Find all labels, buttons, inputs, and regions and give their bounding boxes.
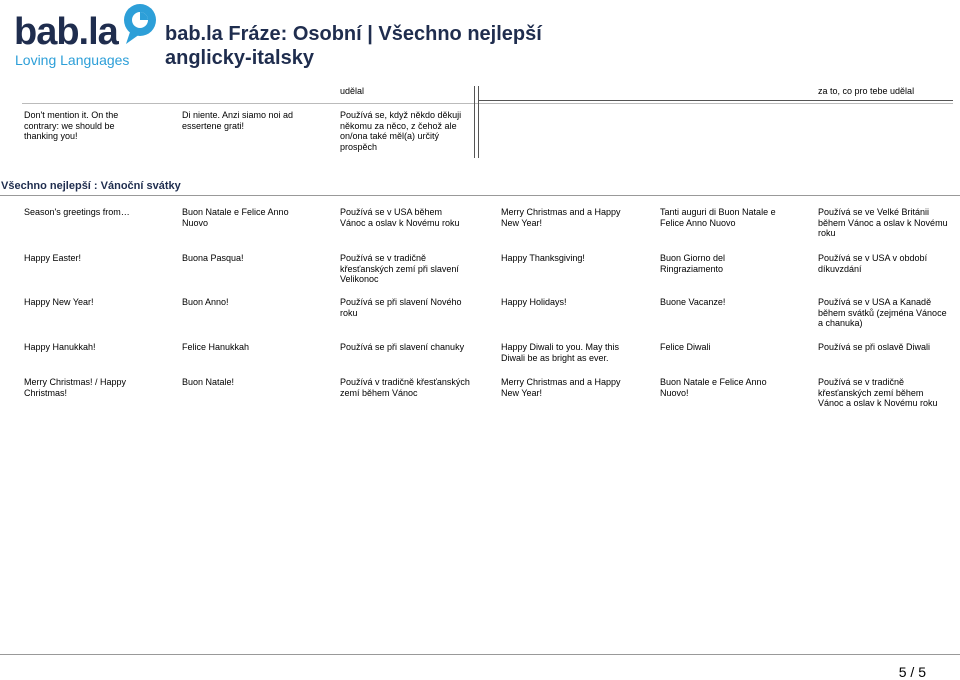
title-line-2: anglicky-italsky bbox=[165, 47, 314, 69]
continued-header-col1: udělal bbox=[340, 86, 365, 96]
table-cell: Buon Natale e Felice Anno Nuovo! bbox=[660, 377, 767, 398]
table-cell: Tanti auguri di Buon Natale e Felice Anno Nuovo bbox=[660, 207, 776, 228]
table-cell: Buon Anno! bbox=[182, 297, 229, 307]
continued-header-rule bbox=[478, 100, 953, 101]
table-cell: Používá se v USA během Vánoc a oslav k Novému roku bbox=[340, 207, 460, 228]
section-heading: Všechno nejlepší : Vánoční svátky bbox=[1, 180, 181, 192]
table-cell: Používá se v USA a Kanadě během svátků (zejména Vánoce a chanuka) bbox=[818, 297, 947, 329]
table-cell: Buon Natale! bbox=[182, 377, 235, 387]
continued-cell-english: Don't mention it. On the contrary: we should be thanking you! bbox=[24, 110, 119, 142]
continued-cell-note: Používá se, když někdo děkuji někomu za něco, z čehož ale on/ona také měl(a) určitý prospěch bbox=[340, 110, 462, 152]
table-cell: Používá se v tradičně křesťanských zemí během Vánoc a oslav k Novému roku bbox=[818, 377, 938, 409]
table-cell: Buon Natale e Felice Anno Nuovo bbox=[182, 207, 289, 228]
table-cell: Happy Diwali to you. May this Diwali be as bright as ever. bbox=[501, 342, 620, 363]
continued-header-col2: za to, co pro tebe udělal bbox=[818, 86, 915, 96]
logo-wordmark: bab.la bbox=[14, 11, 118, 53]
table-cell: Happy Holidays! bbox=[501, 297, 567, 307]
table-cell: Buona Pasqua! bbox=[182, 253, 244, 263]
title-line-1: bab.la Fráze: Osobní | Všechno nejlepší bbox=[165, 23, 542, 45]
table-cell: Buone Vacanze! bbox=[660, 297, 726, 307]
table-divider-left bbox=[474, 86, 475, 158]
babla-logo bbox=[12, 2, 152, 68]
table-cell: Používá se při oslavě Diwali bbox=[818, 342, 931, 352]
table-cell: Buon Giorno del Ringraziamento bbox=[660, 253, 726, 274]
speech-bubble-icon bbox=[120, 2, 160, 46]
section-rule bbox=[0, 195, 960, 196]
table-cell: Merry Christmas and a Happy New Year! bbox=[501, 377, 621, 398]
page-title bbox=[165, 22, 542, 70]
table-cell: Happy Easter! bbox=[24, 253, 82, 263]
table-cell: Používá se v tradičně křesťanských zemí při slavení Velikonoc bbox=[340, 253, 459, 285]
table-cell: Používá se ve Velké Británii během Vánoc a oslav k Novému roku bbox=[818, 207, 948, 239]
table-cell: Merry Christmas and a Happy New Year! bbox=[501, 207, 621, 228]
table-cell: Používá se v USA v období díkuvzdání bbox=[818, 253, 928, 274]
table-cell: Používá se při slavení chanuky bbox=[340, 342, 465, 352]
logo-tagline: Loving Languages bbox=[15, 52, 130, 68]
table-cell: Happy New Year! bbox=[24, 297, 94, 307]
table-cell: Felice Hanukkah bbox=[182, 342, 250, 352]
table-cell: Merry Christmas! / Happy Christmas! bbox=[24, 377, 127, 398]
continued-row-rule bbox=[22, 103, 953, 104]
page-number: 5 / 5 bbox=[898, 664, 926, 680]
table-cell: Happy Thanksgiving! bbox=[501, 253, 585, 263]
footer-rule bbox=[0, 654, 960, 655]
table-divider-right bbox=[478, 86, 479, 158]
table-cell: Season's greetings from… bbox=[24, 207, 130, 217]
table-cell: Happy Hanukkah! bbox=[24, 342, 96, 352]
table-cell: Používá se při slavení Nového roku bbox=[340, 297, 462, 318]
table-cell: Felice Diwali bbox=[660, 342, 711, 352]
continued-cell-italian: Di niente. Anzi siamo noi ad essertene grati! bbox=[182, 110, 294, 131]
table-cell: Používá v tradičně křesťanských zemí během Vánoc bbox=[340, 377, 470, 398]
